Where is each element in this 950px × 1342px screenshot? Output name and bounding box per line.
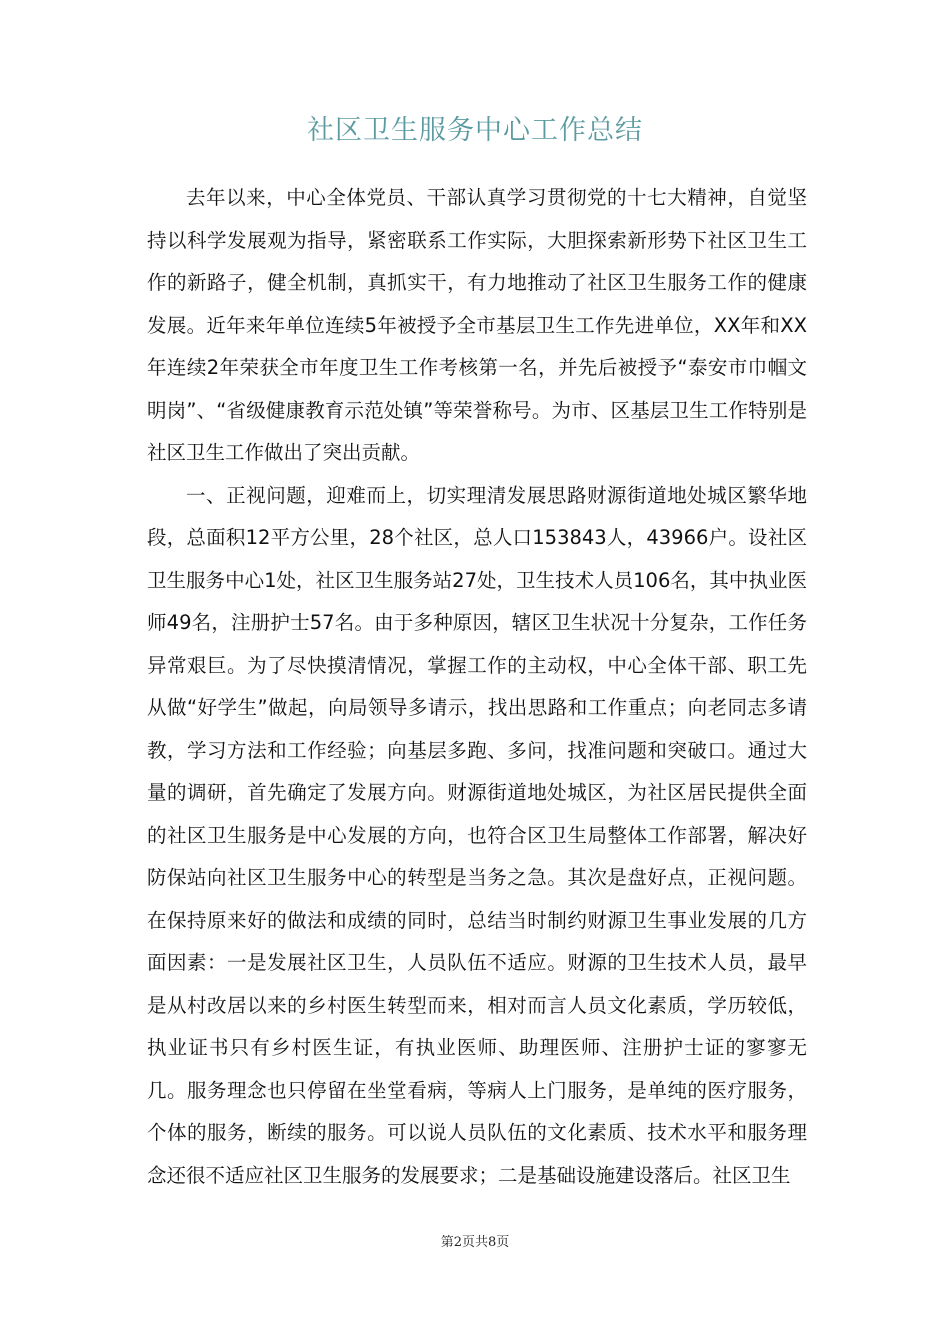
paragraph-section-one: 一、正视问题，迎难而上，切实理清发展思路财源街道地处城区繁华地段，总面积12平方公里，28个社区，总人口153843人，43966户。设社区卫生服务中心1处，社区卫生服务站27处，卫生技术人员106名，其中执业医师49名，注册护士57名。由于多种原因，辖区卫生状况十分复杂，工作任务异常艰巨。为了尽快摸清情况，掌握工作的主动权，中心全体干部、职工先从做“好学生”做起，向局领导多请示，找出思路和工作重点；向老同志多请教，学习方法和工作经验；向基层多跑、多问，找准问题和突破口。通过大量的调研，首先确定了发展方向。财源街道地处城区，为社区居民提供全面的社区卫生服务是中心发展的方向，也符合区卫生局整体工作部署，解决好防保站向社区卫生服务中心的转型是当务之急。其次是盘好点，正视问题。在保持原来好的做法和成绩的同时，总结当时制约财源卫生事业发展的几方面因素：一是发展社区卫生，人员队伍不适应。财源的卫生技术人员，最早是从村改居以来的乡村医生转型而来，相对而言人员文化素质，学历较低，执业证书只有乡村医生证，有执业医师、助理医师、注册护士证的寥寥无几。服务理念也只停留在坐堂看病，等病人上门服务，是单纯的医疗服务，个体的服务，断续的服务。可以说人员队伍的文化素质、技术水平和服务理念还很不适应社区卫生服务的发展要求；二是基础设施建设落后。社区卫生 [147, 483, 807, 1187]
paragraph-intro: 去年以来，中心全体党员、干部认真学习贯彻党的十七大精神，自觉坚持以科学发展观为指导，紧密联系工作实际，大胆探索新形势下社区卫生工作的新路子，健全机制，真抓实干，有力地推动了社区卫生服务工作的健康发展。近年来年单位连续5年被授予全市基层卫生工作先进单位，XX年和XX年连续2年荣获全市年度卫生工作考核第一名，并先后被授予“泰安市巾帼文明岗”、“省级健康教育示范处镇”等荣誉称号。为市、区基层卫生工作特别是社区卫生工作做出了突出贡献。 [147, 186, 807, 464]
page-number: 第2页共8页 [440, 1235, 510, 1250]
document-body [147, 177, 807, 1197]
document-title: 社区卫生服务中心工作总结 [307, 115, 643, 146]
